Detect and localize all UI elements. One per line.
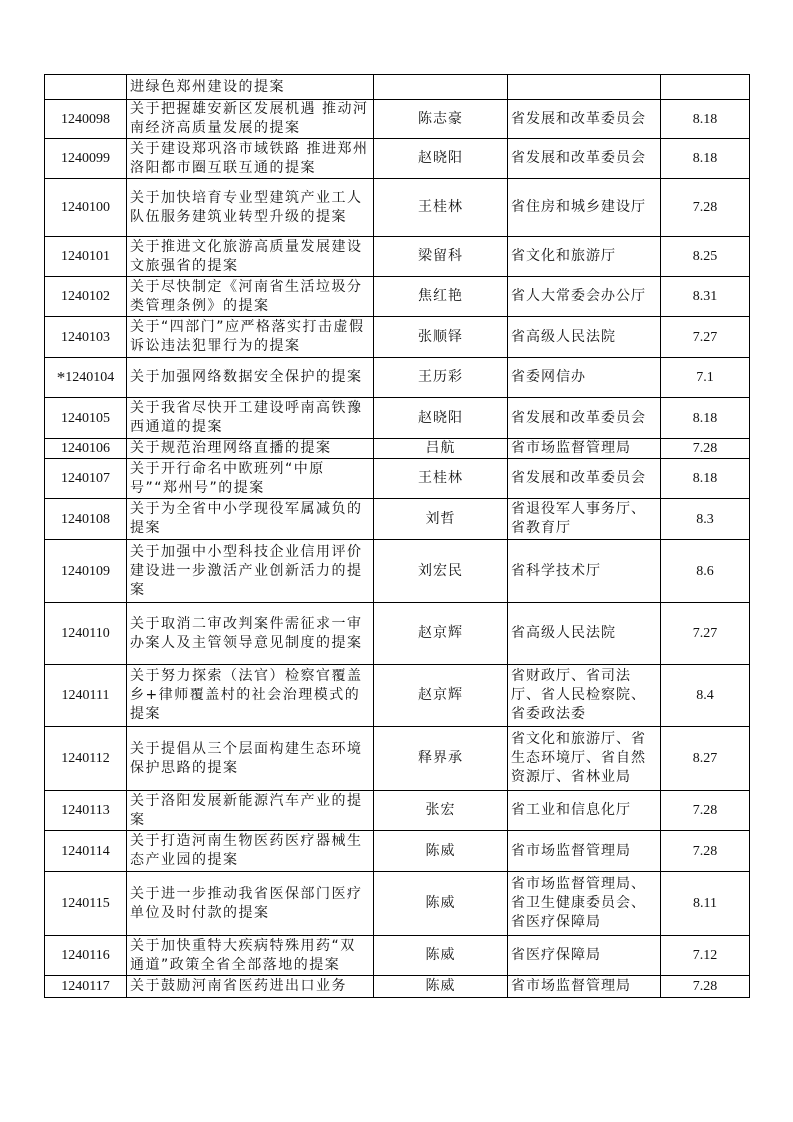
date-cell: 8.6 <box>661 540 750 603</box>
proposal-table-body <box>45 75 750 998</box>
proposal-title-cell: 关于加快培育专业型建筑产业工人队伍服务建筑业转型升级的提案 <box>127 179 374 237</box>
date-cell: 7.12 <box>661 936 750 976</box>
proposer-cell: 陈威 <box>374 936 508 976</box>
proposer-cell: 焦红艳 <box>374 277 508 317</box>
date-cell: 7.28 <box>661 179 750 237</box>
department-cell: 省退役军人事务厅、省教育厅 <box>508 499 661 540</box>
proposal-number-cell <box>45 75 127 100</box>
table-row <box>45 317 750 358</box>
proposal-table <box>44 74 750 998</box>
proposer-cell: 陈威 <box>374 831 508 872</box>
department-cell: 省住房和城乡建设厅 <box>508 179 661 237</box>
proposer-cell: 赵京辉 <box>374 603 508 665</box>
proposer-cell: 吕航 <box>374 439 508 459</box>
proposer-cell: 刘哲 <box>374 499 508 540</box>
proposer-cell: 赵晓阳 <box>374 398 508 439</box>
table-row <box>45 398 750 439</box>
proposer-cell: 刘宏民 <box>374 540 508 603</box>
proposal-number-cell <box>45 603 127 665</box>
table-row <box>45 100 750 139</box>
proposal-number: 1240101 <box>61 249 110 264</box>
proposal-number-cell <box>45 439 127 459</box>
proposal-number-cell <box>45 179 127 237</box>
table-row <box>45 139 750 179</box>
proposal-title-cell: 关于把握雄安新区发展机遇 推动河南经济高质量发展的提案 <box>127 100 374 139</box>
proposer-cell: 陈志豪 <box>374 100 508 139</box>
proposal-number: 1240113 <box>61 803 110 818</box>
proposal-number: 1240107 <box>61 471 110 486</box>
department-cell: 省委网信办 <box>508 358 661 398</box>
proposal-title-cell: 关于努力探索（法官）检察官覆盖乡+律师覆盖村的社会治理模式的提案 <box>127 665 374 727</box>
proposer-cell: 赵晓阳 <box>374 139 508 179</box>
proposer-cell: 王桂林 <box>374 459 508 499</box>
proposer-cell: 王历彩 <box>374 358 508 398</box>
proposer-cell: 陈威 <box>374 872 508 936</box>
table-row <box>45 603 750 665</box>
department-cell: 省人大常委会办公厅 <box>508 277 661 317</box>
date-cell: 7.27 <box>661 317 750 358</box>
proposer-cell: 张顺铎 <box>374 317 508 358</box>
date-cell: 8.31 <box>661 277 750 317</box>
proposal-number: 1240106 <box>61 441 110 456</box>
date-cell: 8.27 <box>661 727 750 791</box>
proposal-title-cell: 关于洛阳发展新能源汽车产业的提案 <box>127 791 374 831</box>
proposer-cell <box>374 75 508 100</box>
proposer-cell: 梁留科 <box>374 237 508 277</box>
department-cell <box>508 75 661 100</box>
department-cell: 省市场监督管理局 <box>508 439 661 459</box>
proposal-title-cell: 关于取消二审改判案件需征求一审办案人及主管领导意见制度的提案 <box>127 603 374 665</box>
proposal-title-cell: 关于打造河南生物医药医疗器械生态产业园的提案 <box>127 831 374 872</box>
department-cell: 省文化和旅游厅 <box>508 237 661 277</box>
proposal-number-cell <box>45 358 127 398</box>
proposal-number-cell <box>45 398 127 439</box>
proposal-number-cell <box>45 317 127 358</box>
table-row <box>45 75 750 100</box>
proposal-number-cell <box>45 831 127 872</box>
proposal-number: 1240102 <box>61 289 110 304</box>
table-row <box>45 358 750 398</box>
proposal-number: 1240117 <box>61 979 110 994</box>
proposal-number-cell <box>45 791 127 831</box>
table-row <box>45 791 750 831</box>
proposer-cell: 陈威 <box>374 976 508 998</box>
proposal-title-cell: 关于规范治理网络直播的提案 <box>127 439 374 459</box>
department-cell: 省市场监督管理局 <box>508 831 661 872</box>
proposal-title-cell: 关于推进文化旅游高质量发展建设文旅强省的提案 <box>127 237 374 277</box>
department-cell: 省财政厅、省司法厅、省人民检察院、省委政法委 <box>508 665 661 727</box>
proposal-title-cell: 关于进一步推动我省医保部门医疗单位及时付款的提案 <box>127 872 374 936</box>
proposal-title-cell: 关于为全省中小学现役军属减负的提案 <box>127 499 374 540</box>
proposal-number-cell <box>45 499 127 540</box>
table-row <box>45 665 750 727</box>
proposal-title-cell: 关于“四部门”应严格落实打击虚假诉讼违法犯罪行为的提案 <box>127 317 374 358</box>
date-cell: 7.28 <box>661 831 750 872</box>
table-row <box>45 277 750 317</box>
department-cell: 省市场监督管理局、省卫生健康委员会、省医疗保障局 <box>508 872 661 936</box>
department-cell: 省发展和改革委员会 <box>508 398 661 439</box>
date-cell: 7.28 <box>661 976 750 998</box>
proposer-cell: 赵京辉 <box>374 665 508 727</box>
date-cell: 8.25 <box>661 237 750 277</box>
date-cell: 8.18 <box>661 459 750 499</box>
proposal-number: 1240105 <box>61 410 110 426</box>
proposal-number: 1240112 <box>61 751 110 766</box>
proposal-title-cell: 关于加快重特大疾病特殊用药“双通道”政策全省全部落地的提案 <box>127 936 374 976</box>
date-cell: 7.28 <box>661 791 750 831</box>
table-row <box>45 179 750 237</box>
proposal-title-cell: 关于开行命名中欧班列“中原号”“郑州号”的提案 <box>127 459 374 499</box>
proposal-title-cell: 关于加强中小型科技企业信用评价建设进一步激活产业创新活力的提案 <box>127 540 374 603</box>
asterisk-marker: * <box>56 368 66 387</box>
proposal-number-cell <box>45 936 127 976</box>
proposal-number-cell <box>45 459 127 499</box>
department-cell: 省文化和旅游厅、省生态环境厅、省自然资源厅、省林业局 <box>508 727 661 791</box>
table-row <box>45 237 750 277</box>
table-row <box>45 936 750 976</box>
department-cell: 省科学技术厅 <box>508 540 661 603</box>
proposal-number: 1240103 <box>61 329 110 345</box>
proposal-number: 1240099 <box>61 151 110 166</box>
table-row <box>45 831 750 872</box>
department-cell: 省发展和改革委员会 <box>508 100 661 139</box>
proposal-title-cell: 进绿色郑州建设的提案 <box>127 75 374 100</box>
date-cell: 8.4 <box>661 665 750 727</box>
proposal-number: 1240100 <box>61 200 110 215</box>
date-cell: 7.28 <box>661 439 750 459</box>
proposal-number: 1240114 <box>61 843 110 859</box>
proposal-number: 1240111 <box>61 688 110 703</box>
department-cell: 省医疗保障局 <box>508 936 661 976</box>
proposal-number-cell <box>45 237 127 277</box>
proposal-number: 1240115 <box>61 896 110 911</box>
date-cell: 8.18 <box>661 139 750 179</box>
proposal-title-cell: 关于提倡从三个层面构建生态环境保护思路的提案 <box>127 727 374 791</box>
date-cell: 7.1 <box>661 358 750 398</box>
proposal-number: 1240098 <box>61 111 110 127</box>
table-row <box>45 976 750 998</box>
date-cell: 8.3 <box>661 499 750 540</box>
proposal-title-cell: 关于鼓励河南省医药进出口业务 <box>127 976 374 998</box>
table-row <box>45 499 750 540</box>
table-row <box>45 540 750 603</box>
date-cell: 8.18 <box>661 398 750 439</box>
proposal-title-cell: 关于建设郑巩洛市域铁路 推进郑州洛阳都市圈互联互通的提案 <box>127 139 374 179</box>
proposal-number-cell <box>45 100 127 139</box>
proposal-title-cell: 关于我省尽快开工建设呼南高铁豫西通道的提案 <box>127 398 374 439</box>
proposal-number-cell <box>45 139 127 179</box>
proposer-cell: 王桂林 <box>374 179 508 237</box>
proposal-number-cell <box>45 277 127 317</box>
proposal-number: 1240108 <box>61 511 110 527</box>
department-cell: 省发展和改革委员会 <box>508 139 661 179</box>
department-cell: 省高级人民法院 <box>508 317 661 358</box>
proposal-number: 1240116 <box>61 948 110 963</box>
proposal-number: 1240110 <box>61 626 110 641</box>
department-cell: 省工业和信息化厅 <box>508 791 661 831</box>
date-cell <box>661 75 750 100</box>
proposal-number-cell <box>45 976 127 998</box>
table-row <box>45 872 750 936</box>
proposal-number: 1240104 <box>65 370 115 385</box>
proposal-title-cell: 关于加强网络数据安全保护的提案 <box>127 358 374 398</box>
department-cell: 省发展和改革委员会 <box>508 459 661 499</box>
department-cell: 省市场监督管理局 <box>508 976 661 998</box>
department-cell: 省高级人民法院 <box>508 603 661 665</box>
table-row <box>45 459 750 499</box>
proposal-number-cell <box>45 727 127 791</box>
table-row <box>45 439 750 459</box>
table-row <box>45 727 750 791</box>
proposal-number-cell <box>45 665 127 727</box>
proposal-number: 1240109 <box>61 563 110 579</box>
date-cell: 8.11 <box>661 872 750 936</box>
proposal-number-cell <box>45 540 127 603</box>
proposer-cell: 张宏 <box>374 791 508 831</box>
proposal-title-cell: 关于尽快制定《河南省生活垃圾分类管理条例》的提案 <box>127 277 374 317</box>
date-cell: 8.18 <box>661 100 750 139</box>
date-cell: 7.27 <box>661 603 750 665</box>
proposal-number-cell <box>45 872 127 936</box>
proposer-cell: 释界承 <box>374 727 508 791</box>
